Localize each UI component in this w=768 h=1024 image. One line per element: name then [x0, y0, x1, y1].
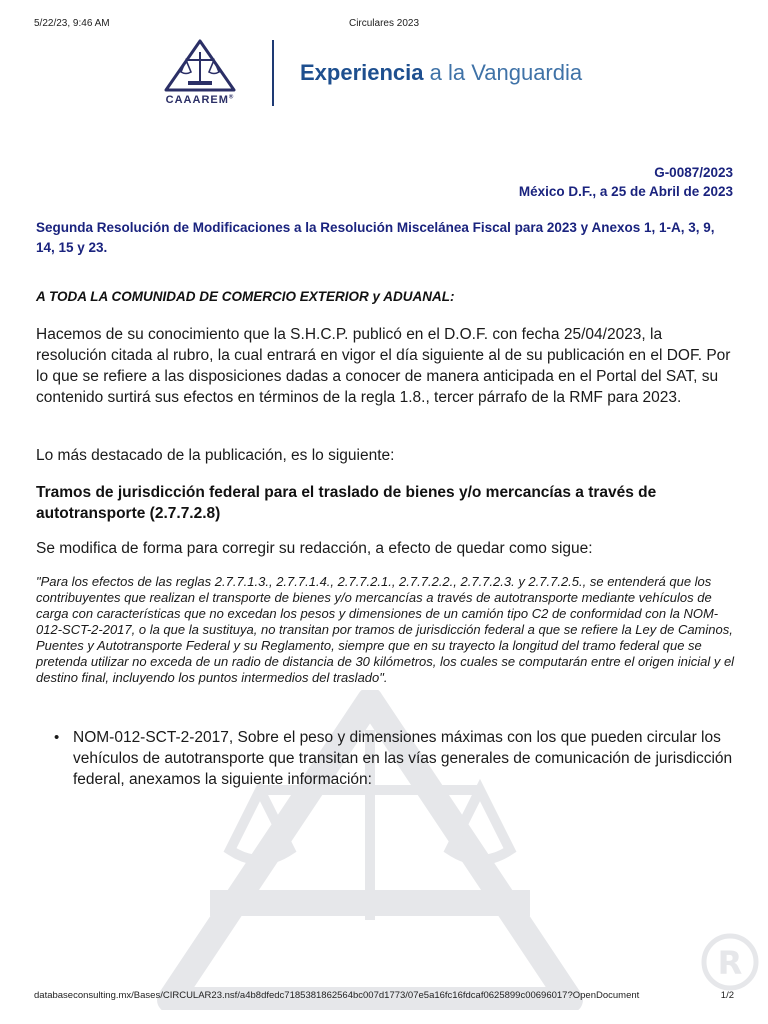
page-number: 1/2	[720, 990, 734, 1001]
rule-quote: "Para los efectos de las reglas 2.7.7.1.3., 2.7.7.1.4., 2.7.7.2.1., 2.7.7.2.2., 2.7.7.2.3. y 2.7.7.2.5., se entenderá que los contribuyentes que realizan el transporte de bienes y/o mercancías a través de autotransporte mediante vehículos de carga con características que no excedan los pesos y dimensiones de un camión tipo C2 de conformidad con la NOM-012-SCT-2-2017, o la que la sustituya, no transitan por tramos de jurisdicción federal a que se refiere la Ley de Caminos, Puentes y Autotransporte Federal y su Reglamento, siempre que en su trayecto la longitud del tramo federal que se pretenda utilizar no exceda de un radio de distancia de 30 kilómetros, los cuales se computarán entre el origen inicial y el destino final, incluyendo los puntos intermedios del traslado".	[36, 574, 735, 685]
svg-text:R: R	[717, 944, 743, 982]
circular-number: G-0087/2023	[654, 165, 733, 180]
section-heading: Tramos de jurisdicción federal para el traslado de bienes y/o mercancías a través de autotransporte (2.7.7.2.8)	[36, 484, 657, 522]
registered-mark-icon	[700, 932, 760, 992]
print-datetime: 5/22/23, 9:46 AM	[34, 18, 110, 29]
print-url: databaseconsulting.mx/Bases/CIRCULAR23.nsf/a4b8dfedc7185381862564bc007d1773/07e5a16fc16fdcaf0625899c00696017?OpenDocument	[34, 990, 640, 1001]
print-footer	[34, 990, 734, 1004]
list-item-text: NOM-012-SCT-2-2017, Sobre el peso y dimensiones máximas con los que pueden circular los vehículos de autotransporte que transitan en las vías generales de comunicación de jurisdicción federal, anexamos la siguiente información:	[73, 729, 733, 788]
bullet-icon: •	[54, 729, 60, 746]
bullet-list	[36, 727, 736, 790]
reference-block	[519, 163, 733, 201]
salutation: A TODA LA COMUNIDAD DE COMERCIO EXTERIOR y ADUANAL:	[36, 289, 455, 304]
body-paragraph-2: Lo más destacado de la publicación, es lo siguiente:	[36, 447, 395, 464]
body-paragraph-1: Hacemos de su conocimiento que la S.H.C.P. publicó en el D.O.F. con fecha 25/04/2023, la resolución citada al rubro, la cual entrará en vigor el día siguiente al de su publicación en el DOF. Por lo que se refiere a las disposiciones dadas a conocer de manera anticipada en el Portal del SAT, su contenido surtirá sus efectos en términos de la regla 1.8., tercer párrafo de la RMF para 2023.	[36, 326, 731, 406]
letterhead-divider	[272, 40, 274, 106]
tagline-strong: Experiencia	[300, 60, 424, 85]
print-title: Circulares 2023	[348, 18, 420, 29]
subject-line: Segunda Resolución de Modificaciones a la Resolución Miscelánea Fiscal para 2023 y Anexos 1, 1-A, 3, 9, 14, 15 y 23.	[36, 220, 715, 255]
scales-triangle-icon	[148, 38, 252, 94]
body-paragraph-3: Se modifica de forma para corregir su redacción, a efecto de quedar como sigue:	[36, 540, 593, 557]
list-item	[36, 727, 736, 790]
caaarem-logo	[148, 38, 258, 108]
logo-wordmark: CAAAREM®	[165, 94, 235, 106]
place-date: México D.F., a 25 de Abril de 2023	[518, 184, 733, 199]
print-header	[34, 18, 734, 32]
tagline	[300, 60, 582, 86]
tagline-rest: a la Vanguardia	[423, 60, 583, 85]
